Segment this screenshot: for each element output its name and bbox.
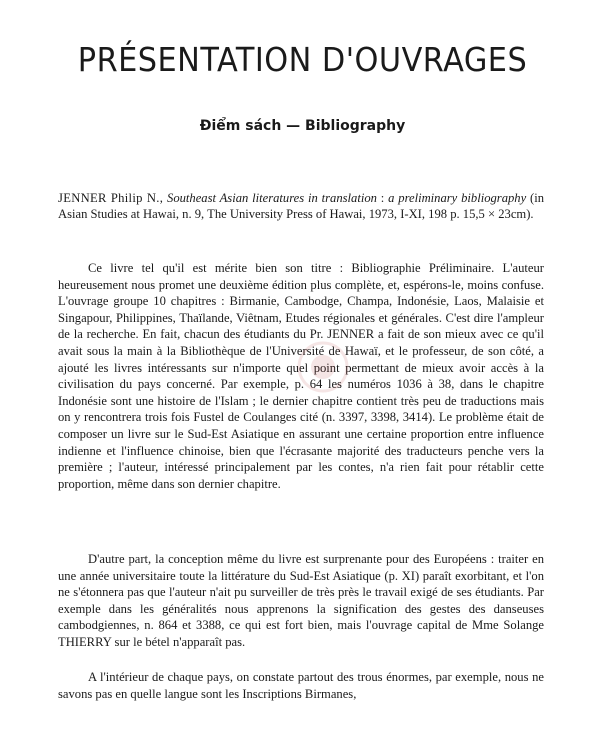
body-paragraph: Ce livre tel qu'il est mérite bien son titre : Bibliographie Préliminaire. L'auteur heureusement nous promet une deuxième édition plus complète, et, espérons-le, moins confuse. L'ouvrage groupe 10 chapitres : Birmanie, Cambodge, Champa, Indonésie, Laos, Malaisie et Singapour, Philippines, Thaïlande, Viêtnam, Etudes régionales et générales. C'est dire l'ampleur de la recherche. En fait, chacun des étudiants du Pr. JENNER a fait de son mieux avec ce qu'il avait sous la main à la Bibliothèque de l'Université de Hawaï, et le professeur, de son côté, a ajouté les livres intéressants sur n'importe quel point permettant de mieux avoir accès à la civilisation du pays concerné. Par exemple, p. 64 les numéros 1036 à 38, dans le chapitre Indonésie sont une histoire de l'Islam ; le dernier chapitre contient très peu de traductions mais on y rencontrera trois fois Fustel de Coulanges cité (n. 3397, 3398, 3414). Le problème était de composer un livre sur le Sud-Est Asiatique en assurant une certaine proportion entre influence indienne et l'influence chinoise, bien que l'écrasante majorité des traducteurs penche vers la première ; l'auteur, intéressé principalement par les contes, n'a rien fait pour rétablir cette proportion, même dans son dernier chapitre. [58, 261, 544, 491]
entry-title-separator: : [376, 191, 389, 205]
section-subtitle: Điểm sách — Bibliography [199, 118, 406, 134]
entry-subtitle: a preliminary bibliography [388, 191, 527, 205]
body-paragraph: D'autre part, la conception même du livre est surprenante pour des Européens : traiter en une année universitaire toute la littérature du Sud-Est Asiatique (p. XI) paraît exorbitant, et l'on ne s'étonnera pas que l'auteur n'ait pu surveiller de très près le travail exigé de ses étudiants. Par exemple dans les généralités nous apprenons la signification des gestes des danseuses cambodgiennes, n. 864 et 3388, ce qui est fort bien, mais l'ouvrage capital de Mme Solange THIERRY sur le bétel n'apparaît pas. [58, 552, 544, 649]
entry-details: (in Asian Studies at Hawai, n. 9, The University Press of Hawai, 1973, I-XI, 198 p. 15,5 × 23cm). [58, 191, 545, 222]
entry-title: Southeast Asian literatures in translation [167, 191, 377, 205]
watermark-logo-icon [283, 340, 363, 395]
entry-author: JENNER Philip N., [58, 191, 164, 205]
bibliography-entry [58, 190, 544, 223]
page-title: PRÉSENTATION D'OUVRAGES [77, 40, 528, 79]
body-paragraph: A l'intérieur de chaque pays, on constate partout des trous énormes, par exemple, nous ne savons pas en quelle langue sont les Inscriptions Birmanes, [58, 670, 544, 701]
